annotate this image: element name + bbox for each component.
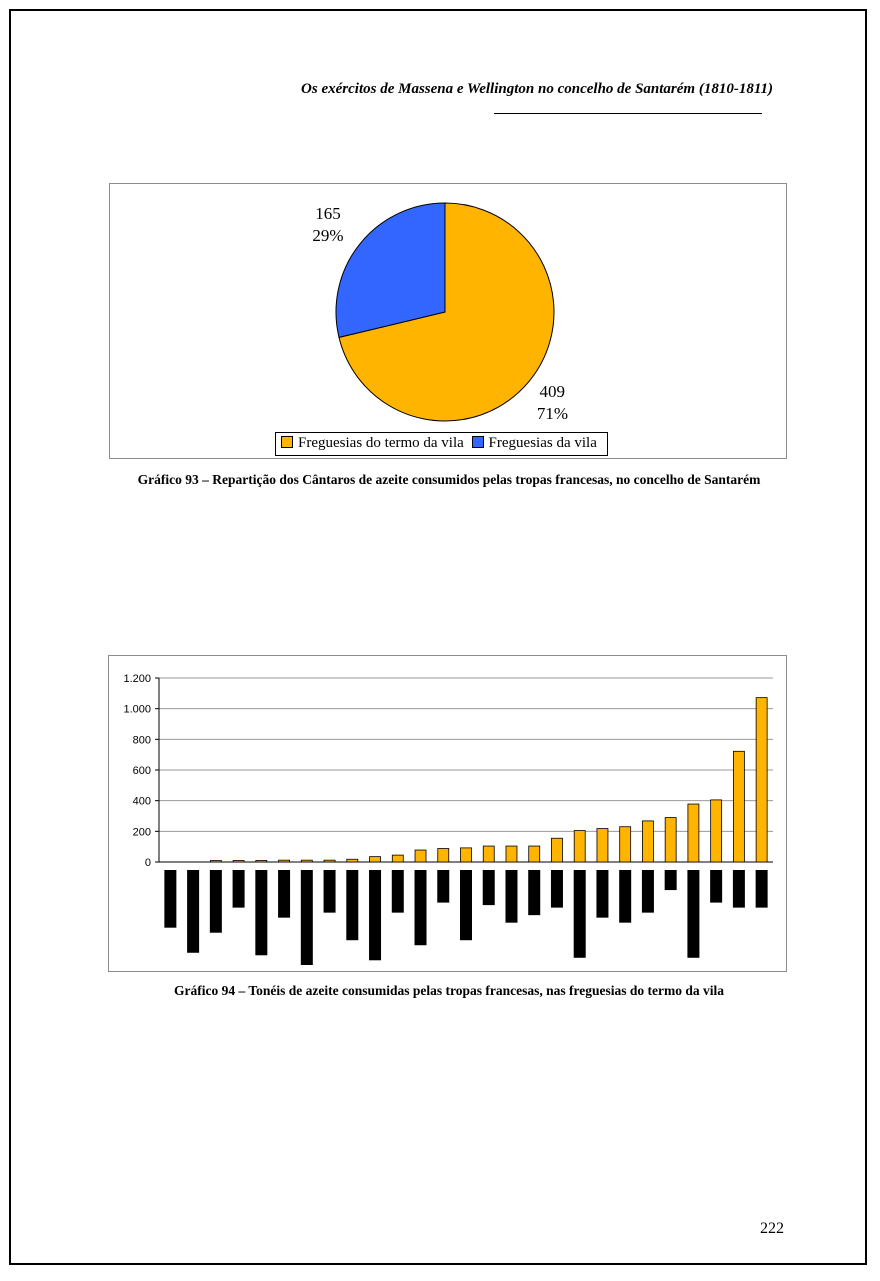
figure-caption-93: Gráfico 93 – Repartição dos Cântaros de azeite consumidos pelas tropas francesas, no concelho de Santarém (137, 472, 761, 487)
category-label-23 (665, 870, 677, 890)
y-tick-label: 800 (132, 734, 151, 747)
bar-14 (461, 848, 472, 862)
bar-15 (483, 846, 494, 862)
category-label-9 (346, 870, 358, 940)
pie-value-label-0: 409 (539, 382, 565, 401)
y-tick-label: 400 (132, 795, 151, 808)
category-label-21 (619, 870, 631, 923)
bar-6 (279, 860, 290, 862)
legend-entry-termo (281, 435, 464, 451)
category-label-15 (483, 870, 495, 905)
bar-9 (347, 859, 358, 862)
category-label-20 (596, 870, 608, 918)
bar-8 (324, 860, 335, 862)
y-tick-label: 600 (132, 765, 151, 777)
bar-25 (711, 800, 722, 862)
bar-chart-frame (108, 655, 787, 972)
bar-12 (415, 850, 426, 862)
bar-10 (370, 857, 381, 862)
bar-5 (256, 860, 267, 862)
bar-21 (620, 827, 631, 862)
bar-27 (756, 698, 767, 862)
bar-7 (301, 860, 312, 862)
legend-swatch-vila (472, 436, 484, 448)
pie-percent-label-0: 71% (536, 404, 568, 423)
bar-19 (574, 831, 585, 862)
bar-17 (529, 846, 540, 862)
page-number: 222 (760, 1220, 784, 1237)
pie-chart (110, 184, 788, 460)
running-header: Os exércitos de Massena e Wellington no concelho de Santarém (1810-1811) (301, 81, 773, 97)
category-label-8 (324, 870, 336, 913)
y-tick-label: 200 (132, 826, 151, 839)
category-label-4 (233, 870, 245, 908)
category-label-26 (733, 870, 745, 908)
pie-percent-label-1: 29% (312, 226, 344, 245)
category-label-27 (756, 870, 768, 908)
bar-23 (665, 818, 676, 862)
category-label-25 (710, 870, 722, 903)
category-label-16 (505, 870, 517, 923)
category-label-7 (301, 870, 313, 965)
y-tick-label: 1.000 (123, 703, 151, 716)
bar-22 (642, 821, 653, 862)
category-label-3 (210, 870, 222, 933)
pie-legend (275, 432, 608, 456)
category-label-13 (437, 870, 449, 903)
category-label-2 (187, 870, 199, 953)
bar-20 (597, 829, 608, 862)
category-label-22 (642, 870, 654, 913)
bar-24 (688, 804, 699, 862)
pie-chart-frame (109, 183, 787, 459)
category-label-19 (574, 870, 586, 958)
bar-4 (233, 861, 244, 863)
bar-chart (109, 656, 788, 973)
legend-label-termo: Freguesias do termo da vila (298, 435, 464, 451)
category-label-11 (392, 870, 404, 913)
category-label-14 (460, 870, 472, 940)
bar-16 (506, 846, 517, 862)
header-rule (494, 113, 762, 114)
bar-3 (210, 861, 221, 863)
bar-11 (392, 855, 403, 862)
bar-18 (551, 838, 562, 862)
category-label-12 (415, 870, 427, 945)
y-tick-label: 1.200 (123, 673, 151, 685)
category-label-17 (528, 870, 540, 915)
bar-13 (438, 849, 449, 862)
category-label-24 (687, 870, 699, 958)
y-tick-label: 0 (144, 857, 151, 869)
legend-label-vila: Freguesias da vila (488, 435, 597, 451)
bar-26 (733, 751, 744, 862)
category-label-18 (551, 870, 563, 908)
figure-caption-94: Gráfico 94 – Tonéis de azeite consumidas pelas tropas francesas, nas freguesias do termo da vila (174, 983, 724, 998)
category-label-1 (164, 870, 176, 928)
pie-value-label-1: 165 (315, 204, 341, 223)
legend-swatch-termo (281, 436, 293, 448)
category-label-10 (369, 870, 381, 960)
legend-entry-vila (472, 435, 597, 451)
category-label-6 (278, 870, 290, 918)
category-label-5 (255, 870, 267, 955)
